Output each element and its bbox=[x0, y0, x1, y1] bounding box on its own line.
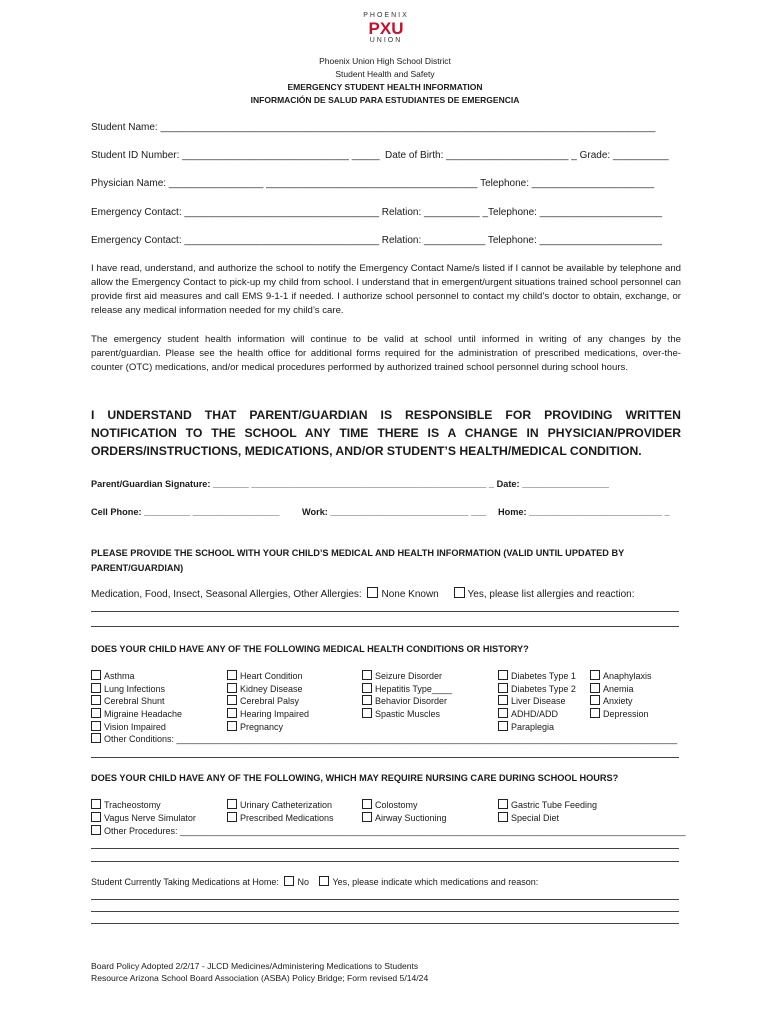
condition-item[interactable]: ADHD/ADD bbox=[498, 708, 576, 721]
checkbox[interactable] bbox=[362, 799, 372, 809]
checkbox[interactable] bbox=[362, 683, 372, 693]
checkbox[interactable] bbox=[498, 708, 508, 718]
other-conditions-checkbox[interactable] bbox=[91, 733, 101, 743]
procedures-line-1[interactable] bbox=[91, 848, 679, 849]
medications-line-2[interactable] bbox=[91, 911, 679, 912]
nursing-col-4 bbox=[498, 799, 597, 824]
checkbox[interactable] bbox=[362, 670, 372, 680]
checkbox[interactable] bbox=[91, 683, 101, 693]
student-name-field[interactable]: Student Name: _________________________________________________________________________________________ bbox=[91, 122, 656, 133]
nursing-col-1 bbox=[91, 799, 196, 824]
conditions-extra-line[interactable] bbox=[91, 757, 679, 758]
other-conditions-row[interactable] bbox=[91, 733, 677, 746]
nursing-item[interactable]: Tracheostomy bbox=[91, 799, 196, 812]
footer-resource-line: Resource Arizona School Board Association (ASBA) Policy Bridge; Form revised 5/14/24 bbox=[91, 973, 429, 983]
nursing-item[interactable]: Prescribed Medications bbox=[227, 812, 334, 825]
condition-item[interactable]: Heart Condition bbox=[227, 670, 309, 683]
checkbox[interactable] bbox=[362, 708, 372, 718]
cell-phone-field[interactable]: Cell Phone: _________ _________________ bbox=[91, 507, 280, 517]
condition-item[interactable]: Depression bbox=[590, 708, 652, 721]
checkbox[interactable] bbox=[227, 799, 237, 809]
condition-item[interactable]: Seizure Disorder bbox=[362, 670, 452, 683]
conditions-col-2 bbox=[227, 670, 309, 734]
medications-no-checkbox[interactable] bbox=[284, 876, 294, 886]
conditions-col-3 bbox=[362, 670, 452, 721]
form-title-spanish: INFORMACIÓN DE SALUD PARA ESTUDIANTES DE EMERGENCIA bbox=[250, 95, 520, 105]
condition-item[interactable]: Diabetes Type 2 bbox=[498, 683, 576, 696]
checkbox[interactable] bbox=[91, 799, 101, 809]
checkbox[interactable] bbox=[91, 695, 101, 705]
checkbox[interactable] bbox=[590, 708, 600, 718]
allergies-row bbox=[91, 587, 634, 600]
department-name: Student Health and Safety bbox=[335, 69, 435, 79]
parent-signature-field[interactable]: Parent/Guardian Signature: _______ ______________________________________________ _ Date: _________________ bbox=[91, 479, 609, 489]
checkbox[interactable] bbox=[590, 670, 600, 680]
emergency-contact-1-field[interactable]: Emergency Contact: ___________________________________ Relation: __________ _Telephone: ______________________ bbox=[91, 207, 663, 218]
conditions-col-1 bbox=[91, 670, 182, 734]
medications-line-3[interactable] bbox=[91, 923, 679, 924]
none-known-checkbox[interactable] bbox=[367, 587, 378, 598]
medications-label: Student Currently Taking Medications at Home: bbox=[91, 877, 279, 887]
yes-allergies-label: Yes, please list allergies and reaction: bbox=[467, 589, 635, 600]
medical-info-heading: PLEASE PROVIDE THE SCHOOL WITH YOUR CHILD’S MEDICAL AND HEALTH INFORMATION (VALID UNTIL UPDATED BY PARENT/GUARDIAN) bbox=[91, 548, 625, 573]
condition-item[interactable]: Cerebral Shunt bbox=[91, 695, 182, 708]
physician-field[interactable]: Physician Name: _________________ ______________________________________ Telephone: ______________________ bbox=[91, 178, 655, 189]
checkbox[interactable] bbox=[91, 721, 101, 731]
checkbox[interactable] bbox=[227, 812, 237, 822]
checkbox[interactable] bbox=[498, 799, 508, 809]
logo-top-text: PHOENIX bbox=[363, 12, 409, 19]
checkbox[interactable] bbox=[227, 670, 237, 680]
checkbox[interactable] bbox=[362, 695, 372, 705]
condition-item[interactable]: Behavior Disorder bbox=[362, 695, 452, 708]
checkbox[interactable] bbox=[498, 695, 508, 705]
nursing-item[interactable]: Gastric Tube Feeding bbox=[498, 799, 597, 812]
checkbox[interactable] bbox=[498, 683, 508, 693]
condition-item[interactable]: Hearing Impaired bbox=[227, 708, 309, 721]
checkbox[interactable] bbox=[91, 670, 101, 680]
condition-item[interactable]: Anaphylaxis bbox=[590, 670, 652, 683]
medications-yes-label: Yes, please indicate which medications and reason: bbox=[332, 877, 539, 887]
emergency-contact-2-field[interactable]: Emergency Contact: ___________________________________ Relation: ___________ Telephone: ______________________ bbox=[91, 235, 662, 246]
nursing-item[interactable]: Vagus Nerve Simulator bbox=[91, 812, 196, 825]
condition-item[interactable]: Anxiety bbox=[590, 695, 652, 708]
notification-notice: I UNDERSTAND THAT PARENT/GUARDIAN IS RESPONSIBLE FOR PROVIDING WRITTEN NOTIFICATION TO THE SCHOOL ANY TIME THERE IS A CHANGE IN PHYSICIAN/PROVIDER ORDERS/INSTRUCTIONS, MEDICATIONS, AND/OR STUDENT’S HEALTH/MEDICAL CONDITION. bbox=[91, 408, 681, 458]
checkbox[interactable] bbox=[362, 812, 372, 822]
checkbox[interactable] bbox=[498, 812, 508, 822]
conditions-col-5 bbox=[590, 670, 652, 721]
medications-row bbox=[91, 876, 538, 889]
checkbox[interactable] bbox=[227, 721, 237, 731]
condition-item[interactable]: Cerebral Palsy bbox=[227, 695, 309, 708]
nursing-care-heading: DOES YOUR CHILD HAVE ANY OF THE FOLLOWING, WHICH MAY REQUIRE NURSING CARE DURING SCHOOL HOURS? bbox=[91, 773, 619, 783]
yes-allergies-checkbox[interactable] bbox=[454, 587, 465, 598]
checkbox[interactable] bbox=[227, 683, 237, 693]
checkbox[interactable] bbox=[498, 670, 508, 680]
logo-bottom-text: UNION bbox=[369, 37, 403, 44]
other-procedures-field[interactable]: Other Procedures: _____________________________________________________________________________________________________ bbox=[104, 826, 686, 836]
medications-no-label: No bbox=[297, 877, 309, 887]
nursing-item[interactable]: Urinary Catheterization bbox=[227, 799, 334, 812]
condition-item[interactable]: Vision Impaired bbox=[91, 721, 182, 734]
allergies-line-2[interactable] bbox=[91, 626, 679, 627]
condition-item[interactable]: Migraine Headache bbox=[91, 708, 182, 721]
nursing-col-2 bbox=[227, 799, 334, 824]
procedures-line-2[interactable] bbox=[91, 861, 679, 862]
allergies-label: Medication, Food, Insect, Seasonal Allergies, Other Allergies: bbox=[91, 589, 362, 600]
conditions-col-4 bbox=[498, 670, 576, 734]
student-id-field[interactable]: Student ID Number: ______________________________ _____ bbox=[91, 150, 380, 161]
medications-line-1[interactable] bbox=[91, 899, 679, 900]
nursing-item[interactable]: Airway Suctioning bbox=[362, 812, 447, 825]
checkbox[interactable] bbox=[227, 708, 237, 718]
footer-policy-line: Board Policy Adopted 2/2/17 - JLCD Medicines/Administering Medications to Students bbox=[91, 961, 419, 971]
other-procedures-row[interactable] bbox=[91, 825, 686, 838]
condition-item[interactable]: Paraplegia bbox=[498, 721, 576, 734]
condition-item[interactable]: Lung Infections bbox=[91, 683, 182, 696]
checkbox[interactable] bbox=[498, 721, 508, 731]
dob-grade-field[interactable]: Date of Birth: ______________________ _ Grade: __________ bbox=[385, 150, 669, 161]
home-phone-field[interactable]: Home: __________________________ _ bbox=[498, 507, 670, 517]
nursing-item[interactable]: Special Diet bbox=[498, 812, 597, 825]
checkbox[interactable] bbox=[91, 812, 101, 822]
checkbox[interactable] bbox=[91, 708, 101, 718]
validity-paragraph: The emergency student health information will continue to be valid at school until informed in writing of any changes by the parent/guardian. Please see the health office for additional forms required for the administration of prescribed medications, over-the-counter (OTC) medications, and/or medical procedures performed by authorized trained school personnel during school hours. bbox=[91, 334, 681, 373]
medications-yes-checkbox[interactable] bbox=[319, 876, 329, 886]
condition-item[interactable]: Asthma bbox=[91, 670, 182, 683]
condition-item[interactable]: Diabetes Type 1 bbox=[498, 670, 576, 683]
condition-item[interactable]: Hepatitis Type____ bbox=[362, 683, 452, 696]
allergies-line-1[interactable] bbox=[91, 611, 679, 612]
work-phone-field[interactable]: Work: ___________________________ ___ bbox=[302, 507, 487, 517]
condition-item[interactable]: Pregnancy bbox=[227, 721, 309, 734]
none-known-label: None Known bbox=[381, 589, 439, 600]
authorization-paragraph: I have read, understand, and authorize the school to notify the Emergency Contact Name/s listed if I cannot be available by telephone and allow the Emergency Contact to pick-up my child from school. I understand that in emergent/urgent situations trained school personnel can provide first aid measures and call EMS 9-1-1 if needed. I authorize school personnel to contact my child’s doctor to obtain, exchange, or release any medical information needed for my child’s care. bbox=[91, 263, 681, 316]
other-procedures-checkbox[interactable] bbox=[91, 825, 101, 835]
district-name: Phoenix Union High School District bbox=[319, 56, 451, 66]
condition-item[interactable]: Spastic Muscles bbox=[362, 708, 452, 721]
condition-item[interactable]: Anemia bbox=[590, 683, 652, 696]
nursing-item[interactable]: Colostomy bbox=[362, 799, 447, 812]
checkbox[interactable] bbox=[227, 695, 237, 705]
pxu-logo bbox=[363, 12, 409, 45]
other-conditions-field[interactable]: Other Conditions: ____________________________________________________________________________________________________ bbox=[104, 734, 678, 744]
logo-main-text: PXU bbox=[368, 19, 404, 38]
condition-item[interactable]: Kidney Disease bbox=[227, 683, 309, 696]
conditions-heading: DOES YOUR CHILD HAVE ANY OF THE FOLLOWING MEDICAL HEALTH CONDITIONS OR HISTORY? bbox=[91, 644, 529, 654]
nursing-col-3 bbox=[362, 799, 447, 824]
checkbox[interactable] bbox=[590, 695, 600, 705]
condition-item[interactable]: Liver Disease bbox=[498, 695, 576, 708]
checkbox[interactable] bbox=[590, 683, 600, 693]
form-title-english: EMERGENCY STUDENT HEALTH INFORMATION bbox=[287, 82, 483, 92]
